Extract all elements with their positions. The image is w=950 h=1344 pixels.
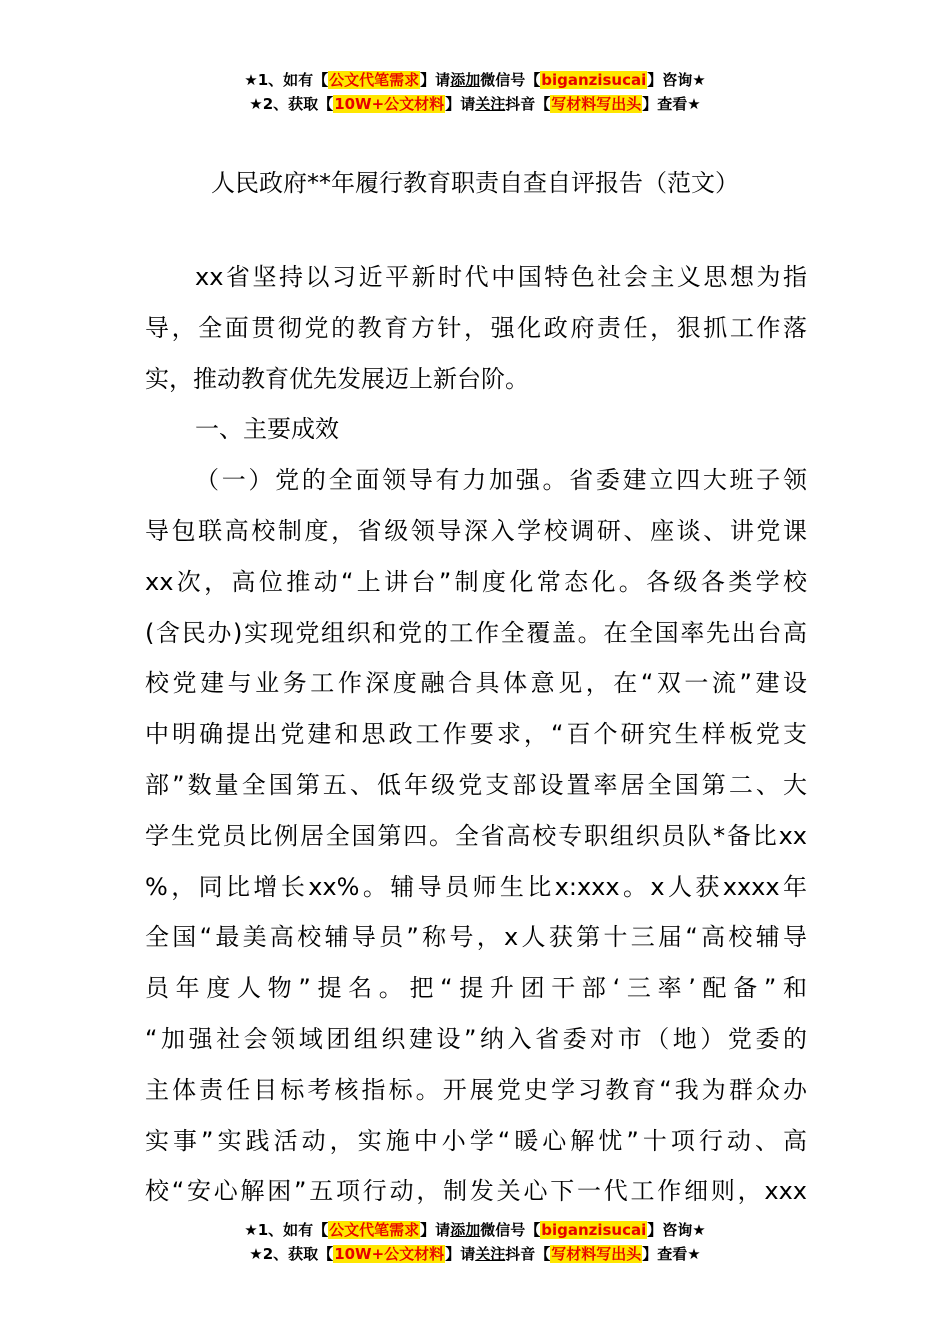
body-line: 主体责任目标考核指标。开展党史学习教育“我为群众办	[145, 1075, 807, 1104]
body-line: 中明确提出党建和思政工作要求，“百个研究生样板党支	[145, 720, 807, 749]
banner-text: 微信号【	[480, 1221, 541, 1239]
body-line: 导包联高校制度，省级领导深入学校调研、座谈、讲党课	[145, 516, 807, 545]
body-line: 导，全面贯彻党的教育方针，强化政府责任，狠抓工作落	[145, 313, 807, 342]
banner-highlight: 公文代笔需求	[329, 71, 420, 89]
body-line: “加强社会领域团组织建设”纳入省委对市（地）党委的	[145, 1024, 807, 1053]
body-line: 部”数量全国第五、低年级党支部设置率居全国第二、大	[145, 770, 807, 799]
banner-line-1	[0, 1218, 950, 1242]
banner-underline: 关注	[475, 95, 506, 113]
banner-highlight: biganzisucai	[541, 1221, 647, 1239]
body-line: 全国“最美高校辅导员”称号，x人获第十三届“高校辅导	[145, 923, 807, 952]
banner-text: ★1、如有【	[244, 1221, 329, 1239]
body-line: (含民办)实现党组织和党的工作全覆盖。在全国率先出台高	[145, 618, 807, 647]
body-line: xx次，高位推动“上讲台”制度化常态化。各级各类学校	[145, 567, 807, 596]
section-heading: 一、主要成效	[195, 415, 339, 444]
banner-highlight: 写材料写出头	[551, 95, 642, 113]
banner-highlight: 公文代笔需求	[329, 1221, 420, 1239]
body-line: xx省坚持以习近平新时代中国特色社会主义思想为指	[195, 263, 807, 291]
banner-text: 】请	[420, 1221, 451, 1239]
banner-text: ★1、如有【	[244, 71, 329, 89]
banner-line-2	[0, 92, 950, 116]
banner-text: 抖音【	[505, 1245, 551, 1263]
banner-text: 】咨询★	[647, 1221, 706, 1239]
body-line: %，同比增长xx%。辅导员师生比x:xxx。x人获xxxx年	[145, 872, 807, 901]
banner-highlight: biganzisucai	[541, 71, 647, 89]
body-line: 实事”实践活动，实施中小学“暖心解忧”十项行动、高	[145, 1126, 807, 1155]
banner-underline: 关注	[475, 1245, 506, 1263]
body-line: 校党建与业务工作深度融合具体意见，在“双一流”建设	[145, 669, 807, 698]
header-banner	[0, 68, 950, 116]
banner-underline: 添加	[450, 1221, 481, 1239]
banner-text: ★2、获取【	[249, 1245, 334, 1263]
banner-text: 】查看★	[642, 1245, 701, 1263]
banner-text: 】请	[445, 1245, 476, 1263]
banner-line-2	[0, 1242, 950, 1266]
banner-text: 】请	[445, 95, 476, 113]
banner-highlight: 写材料写出头	[551, 1245, 642, 1263]
body-line: 员年度人物”提名。把“提升团干部‘三率’配备”和	[145, 974, 807, 1003]
banner-underline: 添加	[450, 71, 481, 89]
banner-text: 抖音【	[505, 95, 551, 113]
banner-line-1	[0, 68, 950, 92]
document-body	[145, 252, 807, 1217]
banner-highlight: 10W+公文材料	[334, 1245, 445, 1263]
footer-banner	[0, 1218, 950, 1266]
banner-text: 】请	[420, 71, 451, 89]
banner-text: ★2、获取【	[249, 95, 334, 113]
banner-text: 微信号【	[480, 71, 541, 89]
banner-highlight: 10W+公文材料	[334, 95, 445, 113]
body-line: （一）党的全面领导有力加强。省委建立四大班子领	[195, 466, 807, 495]
banner-text: 】查看★	[642, 95, 701, 113]
document-title: 人民政府**年履行教育职责自查自评报告（范文）	[211, 169, 739, 197]
body-line: 实，推动教育优先发展迈上新台阶。	[145, 364, 529, 393]
body-line: 校“安心解困”五项行动，制发关心下一代工作细则，xxx	[145, 1177, 807, 1206]
body-line: 学生党员比例居全国第四。全省高校专职组织员队*备比xx	[145, 821, 807, 850]
banner-text: 】咨询★	[647, 71, 706, 89]
